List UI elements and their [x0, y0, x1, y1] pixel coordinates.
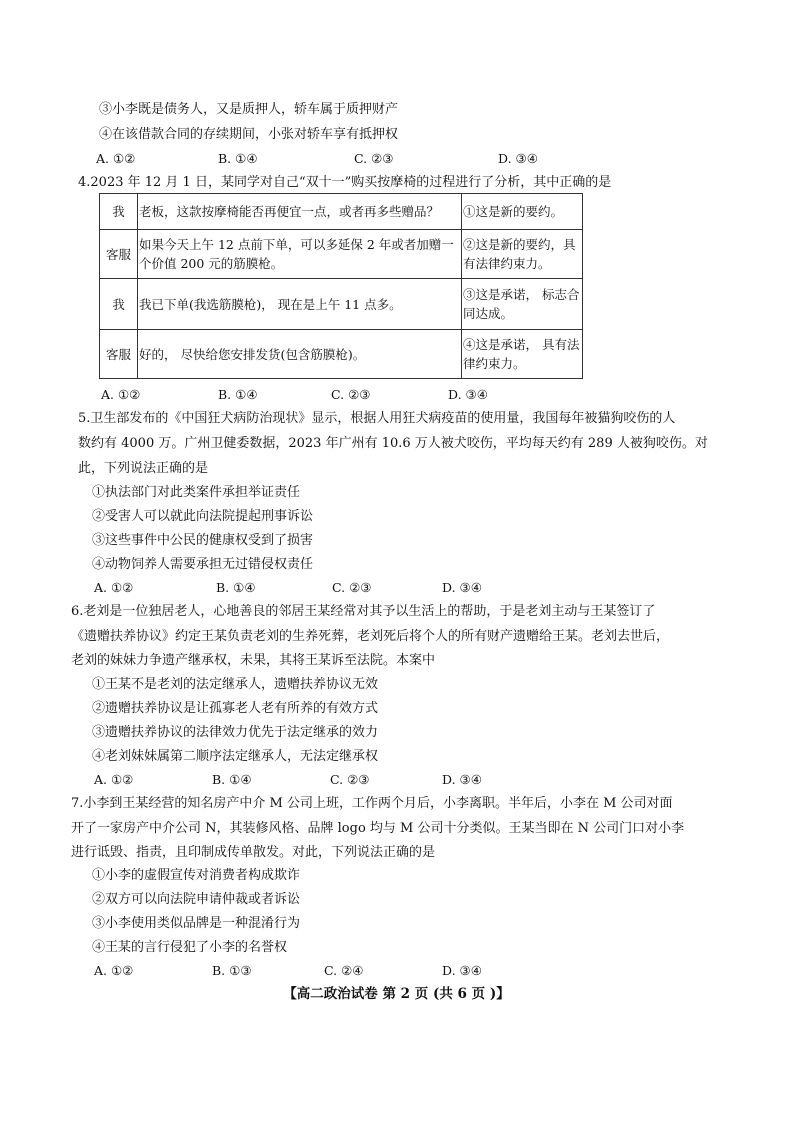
- q7-item-4: ④王某的言行侵犯了小李的名誉权: [92, 940, 288, 955]
- option-c: C. ②③: [354, 151, 394, 166]
- q6-stem-line-3: 老刘的妹妹力争遗产继承权，未果，其将王某诉至法院。本案中: [71, 653, 436, 668]
- q6-stem-line-2: 《遗赠扶养协议》约定王某负责老刘的生养死葬，老刘死后将个人的所有财产遗赠给王某。老刘去世后，: [71, 629, 670, 644]
- option-b: B. ①④: [218, 151, 258, 166]
- table-row: [100, 194, 583, 230]
- table-row: [100, 279, 583, 330]
- q5-item-3: ③这些事件中公民的健康权受到了损害: [92, 533, 314, 548]
- q5-item-4: ④动物饲养人需要承担无过错侵权责任: [92, 557, 314, 572]
- option-d: D. ③④: [442, 772, 482, 787]
- dialogue-cell: 好的， 尽快给您安排发货(包含筋膜枪)。: [138, 330, 462, 379]
- q5-stem-line-1: 5.卫生部发布的《中国狂犬病防治现状》显示，根据人用狂犬病疫苗的使用量，我国每年被猫狗咬伤的人: [78, 411, 676, 426]
- analysis-cell: ④这是承诺， 具有法律约束力。: [462, 330, 583, 379]
- option-c: C. ②③: [332, 580, 372, 595]
- q5-stem-line-3: 此，下列说法正确的是: [78, 461, 209, 476]
- option-d: D. ③④: [442, 963, 482, 978]
- option-d: D. ③④: [498, 151, 538, 166]
- option-a: A. ①②: [94, 963, 134, 978]
- q3-item-4: ④在该借款合同的存续期间，小张对轿车享有抵押权: [99, 127, 399, 142]
- option-b: B. ①④: [212, 772, 252, 787]
- option-d: D. ③④: [442, 580, 482, 595]
- q5-item-1: ①执法部门对此类案件承担举证责任: [92, 485, 301, 500]
- table-row: [100, 230, 583, 279]
- option-d: D. ③④: [448, 387, 488, 402]
- option-c: C. ②③: [330, 772, 370, 787]
- q7-stem-line-3: 进行诋毁、指责，且印制成传单散发。对此，下列说法正确的是: [71, 845, 436, 860]
- option-b: B. ①③: [212, 963, 252, 978]
- q7-stem-line-1: 7.小李到王某经营的知名房产中介 M 公司上班，工作两个月后，小李离职。半年后，小李在 M 公司对面: [71, 796, 673, 811]
- q3-item-3: ③小李既是债务人，又是质押人，轿车属于质押财产: [99, 102, 399, 117]
- q7-item-2: ②双方可以向法院申请仲裁或者诉讼: [92, 892, 301, 907]
- dialogue-cell: 我已下单(我选筋膜枪)， 现在是上午 11 点多。: [138, 279, 462, 330]
- q4-table: [99, 193, 583, 379]
- option-c: C. ②④: [324, 963, 364, 978]
- q6-item-3: ③遗赠扶养协议的法律效力优先于法定继承的效力: [92, 725, 379, 740]
- option-a: A. ①②: [96, 151, 136, 166]
- q6-item-2: ②遗赠扶养协议是让孤寡老人老有所养的有效方式: [92, 701, 379, 716]
- q6-item-1: ①王某不是老刘的法定继承人，遗赠扶养协议无效: [92, 677, 379, 692]
- analysis-cell: ③这是承诺， 标志合同达成。: [462, 279, 583, 330]
- option-b: B. ①④: [216, 580, 256, 595]
- option-b: B. ①④: [218, 387, 258, 402]
- speaker-cell: 我: [100, 194, 138, 230]
- speaker-cell: 客服: [100, 330, 138, 379]
- q5-item-2: ②受害人可以就此向法院提起刑事诉讼: [92, 509, 314, 524]
- q6-stem-line-1: 6.老刘是一位独居老人，心地善良的邻居王某经常对其予以生活上的帮助，于是老刘主动与王某签订了: [71, 604, 656, 619]
- option-a: A. ①②: [94, 580, 134, 595]
- q7-item-1: ①小李的虚假宣传对消费者构成欺诈: [92, 868, 301, 883]
- q6-item-4: ④老刘妹妹属第二顺序法定继承人，无法定继承权: [92, 749, 379, 764]
- table-row: [100, 330, 583, 379]
- analysis-cell: ②这是新的要约，具有法律约束力。: [462, 230, 583, 279]
- q7-item-3: ③小李使用类似品牌是一种混淆行为: [92, 916, 301, 931]
- q4-stem: 4.2023 年 12 月 1 日，某同学对自己“双十一”购买按摩椅的过程进行了分析，其中正确的是: [78, 175, 612, 190]
- analysis-cell: ①这是新的要约。: [462, 194, 583, 230]
- q7-stem-line-2: 开了一家房产中介公司 N，其装修风格、品牌 logo 均与 M 公司十分类似。王某当即在 N 公司门口对小李: [71, 821, 685, 836]
- option-c: C. ②③: [331, 387, 371, 402]
- option-a: A. ①②: [101, 387, 141, 402]
- option-a: A. ①②: [94, 772, 134, 787]
- page-footer: 【高二政治试卷 第 2 页 (共 6 页 )】: [283, 986, 510, 1002]
- dialogue-cell: 老板，这款按摩椅能否再便宜一点，或者再多些赠品？: [138, 194, 462, 230]
- q5-stem-line-2: 数约有 4000 万。广州卫健委数据，2023 年广州有 10.6 万人被犬咬伤，平均每天约有 289 人被狗咬伤。对: [78, 436, 708, 451]
- speaker-cell: 客服: [100, 230, 138, 279]
- speaker-cell: 我: [100, 279, 138, 330]
- dialogue-cell: 如果今天上午 12 点前下单，可以多延保 2 年或者加赠一个价值 200 元的筋膜枪。: [138, 230, 462, 279]
